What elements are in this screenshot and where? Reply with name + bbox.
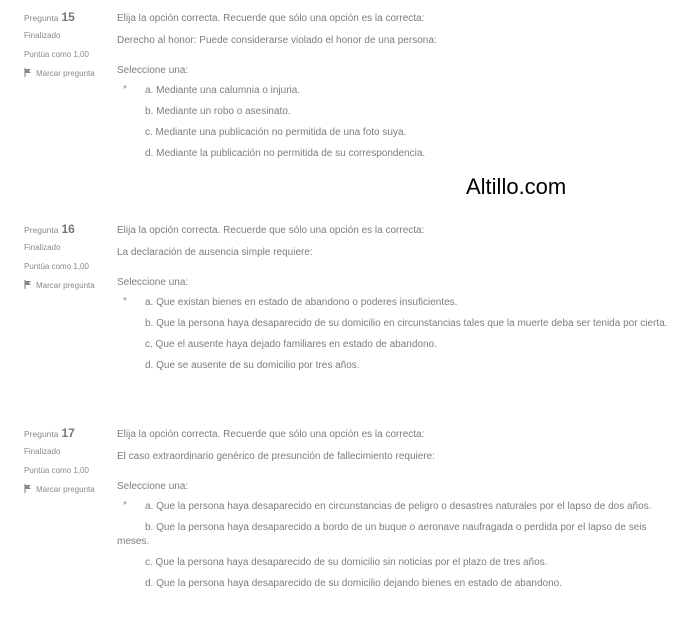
question-grade: Puntúa como 1,00 bbox=[24, 466, 89, 475]
answer-option-c[interactable]: c. Que la persona haya desaparecido de su domicilio sin noticias por el plazo de tres años. bbox=[145, 557, 548, 568]
answer-option-b[interactable]: b. Que la persona haya desaparecido a bordo de un buque o aeronave naufragada o perdida por el lapso de seis meses. bbox=[117, 522, 647, 547]
question-info bbox=[24, 428, 104, 495]
answer-option-d[interactable]: d. Que se ausente de su domicilio por tres años. bbox=[145, 360, 360, 371]
flag-question-link[interactable] bbox=[24, 68, 104, 79]
select-one-prompt: Seleccione una: bbox=[117, 65, 189, 76]
answer-option-b[interactable]: b. Mediante un robo o asesinato. bbox=[145, 106, 291, 117]
question-number bbox=[24, 428, 104, 440]
question-instruction: Elija la opción correcta. Recuerde que sólo una opción es la correcta: bbox=[117, 13, 425, 24]
question-content bbox=[117, 12, 677, 168]
flag-icon bbox=[24, 484, 32, 493]
answer-option-a[interactable]: a. Que la persona haya desaparecido en circunstancias de peligro o desastres naturales por el lapso de dos años. bbox=[145, 501, 652, 512]
select-one-prompt: Seleccione una: bbox=[117, 277, 189, 288]
question-instruction: Elija la opción correcta. Recuerde que sólo una opción es la correcta: bbox=[117, 429, 425, 440]
flag-question-label: Marcar pregunta bbox=[36, 69, 95, 78]
answer-option-c[interactable]: c. Que el ausente haya dejado familiares en estado de abandono. bbox=[145, 339, 437, 350]
flag-question-link[interactable] bbox=[24, 280, 104, 291]
flag-icon bbox=[24, 68, 32, 77]
question-state: Finalizado bbox=[24, 243, 61, 252]
question-info bbox=[24, 12, 104, 79]
question-stem: La declaración de ausencia simple requiere: bbox=[117, 247, 313, 258]
question-stem: Derecho al honor: Puede considerarse violado el honor de una persona: bbox=[117, 35, 437, 46]
question-number-label: Pregunta bbox=[24, 225, 59, 235]
question-number-label: Pregunta bbox=[24, 429, 59, 439]
question-number-label: Pregunta bbox=[24, 13, 59, 23]
question-grade: Puntúa como 1,00 bbox=[24, 50, 89, 59]
selected-marker: * bbox=[123, 296, 127, 307]
flag-question-label: Marcar pregunta bbox=[36, 485, 95, 494]
question-content bbox=[117, 224, 677, 380]
flag-question-link[interactable] bbox=[24, 484, 104, 495]
answer-option-b[interactable]: b. Que la persona haya desaparecido de su domicilio en circunstancias tales que la muerte deba ser tenida por cierta. bbox=[145, 318, 668, 329]
selected-marker: * bbox=[123, 500, 127, 511]
question-stem: El caso extraordinario genérico de presunción de fallecimiento requiere: bbox=[117, 451, 435, 462]
answer-option-c[interactable]: c. Mediante una publicación no permitida de una foto suya. bbox=[145, 127, 407, 138]
select-one-prompt: Seleccione una: bbox=[117, 481, 189, 492]
question-info bbox=[24, 224, 104, 291]
answer-option-d[interactable]: d. Mediante la publicación no permitida de su correspondencia. bbox=[145, 148, 426, 159]
selected-marker: * bbox=[123, 84, 127, 95]
question-instruction: Elija la opción correcta. Recuerde que sólo una opción es la correcta: bbox=[117, 225, 425, 236]
answer-options bbox=[117, 500, 677, 591]
question-state: Finalizado bbox=[24, 31, 61, 40]
question-number-value: 15 bbox=[61, 10, 75, 24]
watermark: Altillo.com bbox=[466, 174, 567, 199]
flag-question-label: Marcar pregunta bbox=[36, 281, 95, 290]
question-content bbox=[117, 428, 677, 598]
flag-icon bbox=[24, 280, 32, 289]
answer-options bbox=[117, 296, 677, 373]
question-number bbox=[24, 12, 104, 24]
answer-option-d[interactable]: d. Que la persona haya desaparecido de su domicilio dejando bienes en estado de abandono. bbox=[145, 578, 562, 589]
answer-options bbox=[117, 84, 677, 161]
question-state: Finalizado bbox=[24, 447, 61, 456]
question-number-value: 16 bbox=[61, 222, 75, 236]
question-number-value: 17 bbox=[61, 426, 75, 440]
answer-option-a[interactable]: a. Mediante una calumnia o injuria. bbox=[145, 85, 301, 96]
answer-option-a[interactable]: a. Que existan bienes en estado de abandono o poderes insuficientes. bbox=[145, 297, 458, 308]
question-number bbox=[24, 224, 104, 236]
question-grade: Puntúa como 1,00 bbox=[24, 262, 89, 271]
